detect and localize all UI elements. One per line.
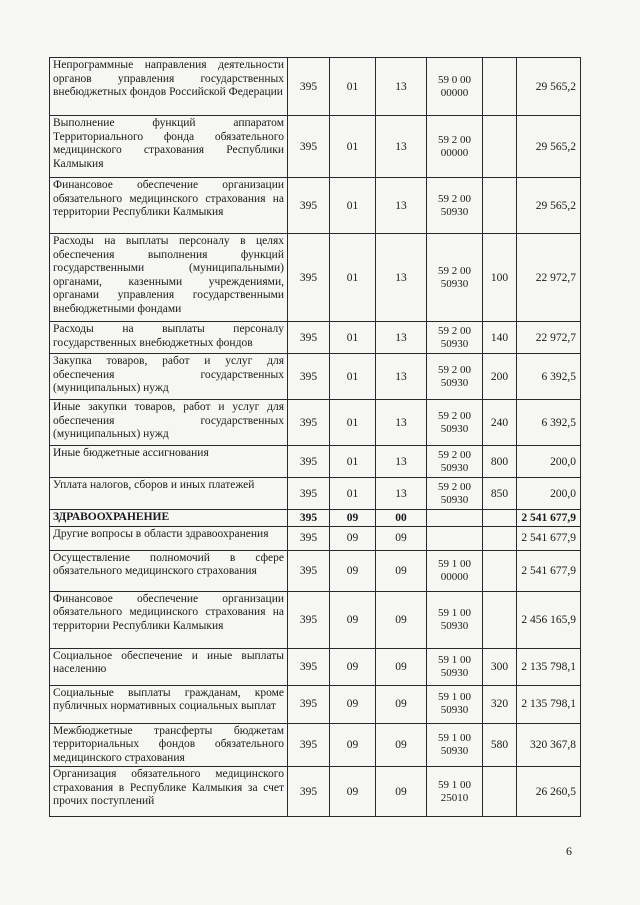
row-target-article: 59 2 00 50930 [427, 446, 483, 478]
table-row [50, 685, 581, 723]
row-subsection: 13 [376, 400, 427, 446]
row-grbs: 395 [288, 591, 330, 648]
row-target-article: 59 2 00 50930 [427, 178, 483, 234]
row-expense-type: 300 [483, 648, 517, 685]
row-section: 01 [330, 478, 376, 510]
row-target-article: 59 2 00 50930 [427, 234, 483, 322]
row-amount: 2 135 798,1 [517, 685, 581, 723]
row-target-article: 59 2 00 50930 [427, 322, 483, 354]
row-target-article: 59 2 00 50930 [427, 354, 483, 400]
row-name: Организация обязательного медицинского страхования в Республике Калмыкия за счет прочих поступлений [50, 767, 288, 817]
row-amount: 200,0 [517, 446, 581, 478]
table-row [50, 178, 581, 234]
table-row [50, 322, 581, 354]
row-section: 01 [330, 322, 376, 354]
row-expense-type [483, 116, 517, 178]
table-body [50, 58, 581, 817]
row-expense-type [483, 550, 517, 591]
table-row [50, 510, 581, 527]
row-expense-type [483, 591, 517, 648]
row-target-article: 59 2 00 50930 [427, 478, 483, 510]
row-section: 09 [330, 550, 376, 591]
row-target-article: 59 1 00 50930 [427, 591, 483, 648]
table-row [50, 116, 581, 178]
row-section: 01 [330, 354, 376, 400]
row-subsection: 13 [376, 478, 427, 510]
row-target-article: 59 1 00 50930 [427, 648, 483, 685]
row-section: 09 [330, 685, 376, 723]
row-name: Закупка товаров, работ и услуг для обеспечения государственных (муниципальных) нужд [50, 354, 288, 400]
row-amount: 22 972,7 [517, 322, 581, 354]
row-grbs: 395 [288, 446, 330, 478]
row-grbs: 395 [288, 478, 330, 510]
row-target-article: 59 0 00 00000 [427, 58, 483, 116]
row-subsection: 09 [376, 550, 427, 591]
row-amount: 6 392,5 [517, 354, 581, 400]
row-name: Финансовое обеспечение организации обязательного медицинского страхования на территории Республики Калмыкия [50, 591, 288, 648]
row-name: Расходы на выплаты персоналу государственных внебюджетных фондов [50, 322, 288, 354]
row-target-article: 59 2 00 50930 [427, 400, 483, 446]
row-amount: 2 456 165,9 [517, 591, 581, 648]
row-name: Социальное обеспечение и иные выплаты населению [50, 648, 288, 685]
row-grbs: 395 [288, 178, 330, 234]
row-target-article: 59 2 00 00000 [427, 116, 483, 178]
row-subsection: 13 [376, 58, 427, 116]
row-target-article [427, 526, 483, 550]
row-subsection: 09 [376, 723, 427, 767]
row-amount: 2 541 677,9 [517, 550, 581, 591]
row-section: 01 [330, 446, 376, 478]
table-row [50, 58, 581, 116]
row-subsection: 00 [376, 510, 427, 527]
row-grbs: 395 [288, 116, 330, 178]
row-amount: 29 565,2 [517, 58, 581, 116]
row-name: Социальные выплаты гражданам, кроме публичных нормативных социальных выплат [50, 685, 288, 723]
row-name: Иные бюджетные ассигнования [50, 446, 288, 478]
table-row [50, 478, 581, 510]
row-subsection: 09 [376, 685, 427, 723]
row-grbs: 395 [288, 322, 330, 354]
row-name: Осуществление полномочий в сфере обязательного медицинского страхования [50, 550, 288, 591]
row-grbs: 395 [288, 58, 330, 116]
row-subsection: 13 [376, 178, 427, 234]
row-target-article: 59 1 00 50930 [427, 723, 483, 767]
row-amount: 22 972,7 [517, 234, 581, 322]
row-grbs: 395 [288, 723, 330, 767]
row-expense-type: 140 [483, 322, 517, 354]
table-row [50, 591, 581, 648]
row-expense-type [483, 767, 517, 817]
row-target-article: 59 1 00 00000 [427, 550, 483, 591]
row-amount: 29 565,2 [517, 116, 581, 178]
row-section: 01 [330, 234, 376, 322]
row-expense-type [483, 526, 517, 550]
row-section: 09 [330, 510, 376, 527]
row-amount: 2 541 677,9 [517, 510, 581, 527]
row-section: 09 [330, 648, 376, 685]
row-grbs: 395 [288, 234, 330, 322]
row-expense-type: 200 [483, 354, 517, 400]
table-row [50, 550, 581, 591]
page-number: 6 [566, 844, 572, 858]
row-grbs: 395 [288, 685, 330, 723]
table-row [50, 767, 581, 817]
row-grbs: 395 [288, 648, 330, 685]
row-name: Финансовое обеспечение организации обязательного медицинского страхования на территории Республики Калмыкия [50, 178, 288, 234]
table-row [50, 446, 581, 478]
row-name: Расходы на выплаты персоналу в целях обеспечения выполнения функций государственными (муниципальными) органами, казенными учреждениями, органами управления государственными внебюджетными фондами [50, 234, 288, 322]
row-subsection: 13 [376, 354, 427, 400]
row-section: 09 [330, 767, 376, 817]
row-section: 01 [330, 178, 376, 234]
row-section: 09 [330, 723, 376, 767]
row-section: 01 [330, 400, 376, 446]
row-amount: 29 565,2 [517, 178, 581, 234]
row-amount: 6 392,5 [517, 400, 581, 446]
row-expense-type: 850 [483, 478, 517, 510]
table-row [50, 234, 581, 322]
row-subsection: 09 [376, 648, 427, 685]
row-subsection: 09 [376, 591, 427, 648]
row-name: ЗДРАВООХРАНЕНИЕ [50, 510, 288, 527]
row-expense-type: 580 [483, 723, 517, 767]
row-name: Непрограммные направления деятельности органов управления государственных внебюджетных фондов Российской Федерации [50, 58, 288, 116]
row-expense-type [483, 58, 517, 116]
table-row [50, 648, 581, 685]
row-expense-type: 320 [483, 685, 517, 723]
budget-table [49, 57, 581, 817]
row-section: 09 [330, 526, 376, 550]
row-subsection: 09 [376, 526, 427, 550]
row-grbs: 395 [288, 550, 330, 591]
row-name: Уплата налогов, сборов и иных платежей [50, 478, 288, 510]
row-name: Иные закупки товаров, работ и услуг для обеспечения государственных (муниципальных) нужд [50, 400, 288, 446]
row-grbs: 395 [288, 767, 330, 817]
row-subsection: 13 [376, 322, 427, 354]
row-section: 01 [330, 58, 376, 116]
row-section: 01 [330, 116, 376, 178]
row-expense-type: 100 [483, 234, 517, 322]
row-amount: 2 541 677,9 [517, 526, 581, 550]
row-expense-type [483, 510, 517, 527]
row-subsection: 13 [376, 234, 427, 322]
row-amount: 200,0 [517, 478, 581, 510]
row-name: Межбюджетные трансферты бюджетам территориальных фондов обязательного медицинского страхования [50, 723, 288, 767]
table-row [50, 526, 581, 550]
row-grbs: 395 [288, 510, 330, 527]
row-expense-type: 240 [483, 400, 517, 446]
row-grbs: 395 [288, 400, 330, 446]
table-row [50, 354, 581, 400]
table-row [50, 723, 581, 767]
row-expense-type: 800 [483, 446, 517, 478]
row-target-article: 59 1 00 25010 [427, 767, 483, 817]
row-expense-type [483, 178, 517, 234]
row-grbs: 395 [288, 354, 330, 400]
table-row [50, 400, 581, 446]
row-amount: 320 367,8 [517, 723, 581, 767]
row-subsection: 13 [376, 446, 427, 478]
row-target-article [427, 510, 483, 527]
row-amount: 2 135 798,1 [517, 648, 581, 685]
row-subsection: 09 [376, 767, 427, 817]
row-grbs: 395 [288, 526, 330, 550]
row-subsection: 13 [376, 116, 427, 178]
row-amount: 26 260,5 [517, 767, 581, 817]
row-name: Другие вопросы в области здравоохранения [50, 526, 288, 550]
row-name: Выполнение функций аппаратом Территориального фонда обязательного медицинского страхования Республики Калмыкия [50, 116, 288, 178]
row-section: 09 [330, 591, 376, 648]
row-target-article: 59 1 00 50930 [427, 685, 483, 723]
